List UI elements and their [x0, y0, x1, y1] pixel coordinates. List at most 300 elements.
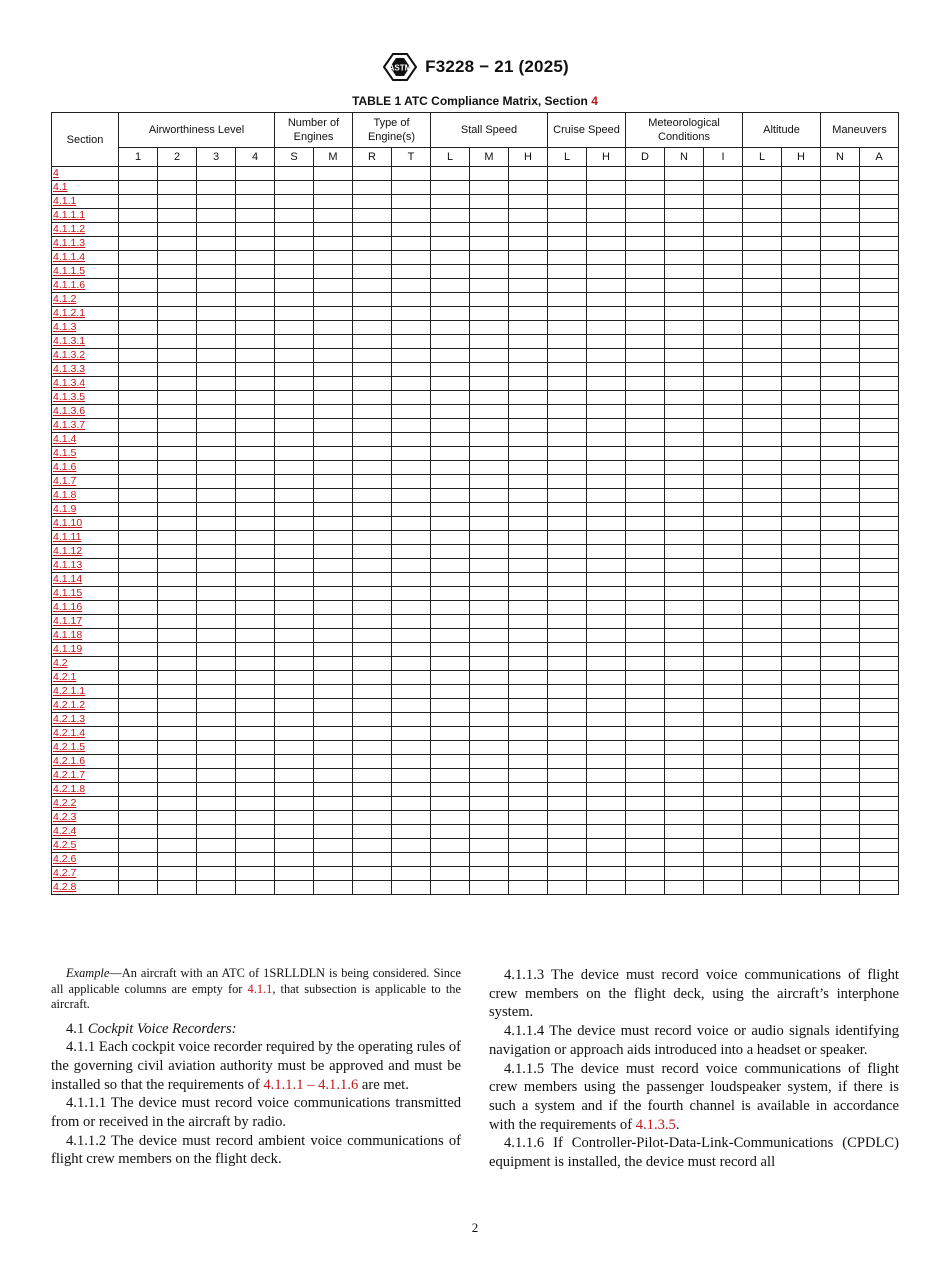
matrix-cell [626, 643, 665, 657]
matrix-cell [353, 321, 392, 335]
section-link[interactable]: 4.1.2.1 [53, 307, 86, 319]
section-link[interactable]: 4.1.19 [53, 643, 83, 655]
section-link[interactable]: 4.1.1.4 [53, 251, 86, 263]
matrix-cell [860, 293, 899, 307]
matrix-cell [314, 797, 353, 811]
matrix-cell [548, 307, 587, 321]
matrix-cell [548, 839, 587, 853]
section-link[interactable]: 4.2.1.2 [53, 699, 86, 711]
matrix-cell [587, 167, 626, 181]
matrix-cell [236, 237, 275, 251]
matrix-cell [743, 615, 782, 629]
matrix-cell [743, 251, 782, 265]
matrix-cell [470, 853, 509, 867]
matrix-cell [236, 797, 275, 811]
matrix-cell [470, 867, 509, 881]
matrix-cell [704, 405, 743, 419]
matrix-cell [509, 391, 548, 405]
matrix-cell [314, 293, 353, 307]
matrix-cell [275, 839, 314, 853]
matrix-cell [860, 797, 899, 811]
matrix-cell [158, 727, 197, 741]
matrix-cell [626, 671, 665, 685]
section-link[interactable]: 4.1.12 [53, 545, 83, 557]
document-designation: F3228 − 21 (2025) [425, 57, 569, 76]
matrix-cell [587, 853, 626, 867]
column-code-header: H [509, 148, 548, 167]
paragraph-4-1-1-end: are met. [358, 1076, 409, 1093]
section-link[interactable]: 4.2.8 [53, 881, 77, 893]
matrix-cell [704, 783, 743, 797]
section-link[interactable]: 4.2.1.8 [53, 783, 86, 795]
matrix-cell [821, 293, 860, 307]
matrix-cell [665, 713, 704, 727]
matrix-cell [431, 181, 470, 195]
matrix-cell [509, 825, 548, 839]
section-cell [52, 727, 119, 741]
matrix-cell [314, 867, 353, 881]
section-cell [52, 377, 119, 391]
matrix-cell [158, 167, 197, 181]
matrix-cell [743, 643, 782, 657]
matrix-cell [626, 573, 665, 587]
matrix-cell [821, 545, 860, 559]
matrix-cell [353, 643, 392, 657]
matrix-cell [587, 545, 626, 559]
matrix-cell [743, 433, 782, 447]
section-link[interactable]: 4.1.4 [53, 433, 77, 445]
matrix-cell [548, 741, 587, 755]
matrix-cell [860, 531, 899, 545]
section-link[interactable]: 4.2.1.4 [53, 727, 86, 739]
matrix-cell [665, 433, 704, 447]
matrix-cell [197, 629, 236, 643]
table-row [52, 251, 899, 265]
matrix-cell [509, 671, 548, 685]
matrix-cell [197, 545, 236, 559]
matrix-cell [704, 251, 743, 265]
matrix-cell [353, 573, 392, 587]
matrix-cell [353, 629, 392, 643]
matrix-cell [158, 867, 197, 881]
matrix-cell [548, 293, 587, 307]
matrix-cell [314, 755, 353, 769]
matrix-cell [119, 335, 158, 349]
matrix-cell [587, 279, 626, 293]
matrix-cell [431, 405, 470, 419]
matrix-cell [704, 853, 743, 867]
matrix-cell [509, 615, 548, 629]
matrix-cell [587, 237, 626, 251]
matrix-cell [860, 321, 899, 335]
section-link[interactable]: 4.1.10 [53, 517, 83, 529]
section-cell [52, 503, 119, 517]
matrix-cell [821, 517, 860, 531]
section-link[interactable]: 4.1.1.2 [53, 223, 86, 235]
matrix-cell [119, 545, 158, 559]
section-cell [52, 433, 119, 447]
matrix-cell [548, 531, 587, 545]
matrix-cell [275, 811, 314, 825]
matrix-cell [860, 265, 899, 279]
section-link[interactable]: 4.1.3.7 [53, 419, 86, 431]
matrix-cell [470, 475, 509, 489]
section-link[interactable]: 4.2.1.6 [53, 755, 86, 767]
matrix-cell [275, 279, 314, 293]
matrix-cell [665, 321, 704, 335]
matrix-cell [236, 433, 275, 447]
matrix-cell [704, 643, 743, 657]
matrix-cell [197, 783, 236, 797]
matrix-cell [197, 741, 236, 755]
matrix-cell [743, 727, 782, 741]
matrix-cell [314, 419, 353, 433]
matrix-cell [782, 293, 821, 307]
section-link[interactable]: 4.2.1.1 [53, 685, 86, 697]
matrix-cell [665, 587, 704, 601]
matrix-cell [314, 251, 353, 265]
matrix-cell [470, 783, 509, 797]
matrix-cell [626, 713, 665, 727]
section-link[interactable]: 4.2.4 [53, 825, 77, 837]
matrix-cell [314, 181, 353, 195]
matrix-cell [236, 699, 275, 713]
matrix-cell [665, 545, 704, 559]
matrix-cell [119, 195, 158, 209]
section-link[interactable]: 4.1.1.3 [53, 237, 86, 249]
section-cell [52, 769, 119, 783]
matrix-cell [431, 167, 470, 181]
matrix-cell [743, 279, 782, 293]
matrix-cell [548, 615, 587, 629]
section-link[interactable]: 4.1.15 [53, 587, 83, 599]
matrix-cell [314, 321, 353, 335]
matrix-cell [197, 573, 236, 587]
matrix-cell [197, 839, 236, 853]
matrix-cell [782, 853, 821, 867]
matrix-cell [236, 769, 275, 783]
matrix-cell [431, 237, 470, 251]
section-cell [52, 391, 119, 405]
example-link[interactable]: 4.1.1 [247, 981, 273, 996]
table-row [52, 811, 899, 825]
matrix-cell [860, 475, 899, 489]
matrix-cell [431, 811, 470, 825]
matrix-cell [860, 615, 899, 629]
matrix-cell [509, 293, 548, 307]
matrix-cell [119, 825, 158, 839]
matrix-cell [821, 559, 860, 573]
table-row [52, 209, 899, 223]
matrix-cell [314, 643, 353, 657]
matrix-cell [821, 265, 860, 279]
matrix-cell [665, 783, 704, 797]
section-cell [52, 867, 119, 881]
matrix-cell [860, 671, 899, 685]
matrix-cell [353, 349, 392, 363]
section-link[interactable]: 4.1.16 [53, 601, 83, 613]
section-cell [52, 825, 119, 839]
matrix-cell [392, 685, 431, 699]
section-link[interactable]: 4.1.7 [53, 475, 77, 487]
matrix-cell [821, 475, 860, 489]
section-link[interactable]: 4.1.3.2 [53, 349, 86, 361]
matrix-cell [314, 657, 353, 671]
section-link[interactable]: 4.2.6 [53, 853, 77, 865]
matrix-cell [470, 881, 509, 895]
matrix-cell [431, 447, 470, 461]
matrix-cell [509, 783, 548, 797]
section-link[interactable]: 4.1.11 [53, 531, 82, 543]
matrix-cell [665, 755, 704, 769]
matrix-cell [119, 363, 158, 377]
section-link[interactable]: 4.1.2 [53, 293, 77, 305]
section-link[interactable]: 4.1.1 [53, 195, 77, 207]
matrix-cell [392, 293, 431, 307]
matrix-cell [470, 671, 509, 685]
matrix-cell [704, 797, 743, 811]
paragraph-4-1-1-5-link[interactable]: 4.1.3.5 [635, 1116, 676, 1133]
matrix-cell [860, 307, 899, 321]
section-link[interactable]: 4.1.1.5 [53, 265, 86, 277]
section-link[interactable]: 4.1.3.3 [53, 363, 86, 375]
matrix-cell [587, 713, 626, 727]
matrix-cell [236, 783, 275, 797]
matrix-cell [782, 377, 821, 391]
matrix-cell [548, 517, 587, 531]
matrix-cell [470, 559, 509, 573]
section-link[interactable]: 4.1.1.1 [53, 209, 86, 221]
column-code-header: 2 [158, 148, 197, 167]
matrix-cell [704, 321, 743, 335]
matrix-cell [158, 769, 197, 783]
matrix-cell [236, 811, 275, 825]
matrix-cell [275, 489, 314, 503]
matrix-cell [392, 853, 431, 867]
matrix-cell [353, 167, 392, 181]
paragraph-4-1-1-link[interactable]: 4.1.1.1 – 4.1.1.6 [263, 1076, 359, 1093]
matrix-cell [548, 811, 587, 825]
matrix-cell [236, 335, 275, 349]
matrix-cell [821, 657, 860, 671]
matrix-cell [392, 307, 431, 321]
table-title-section-link[interactable]: 4 [591, 94, 598, 108]
matrix-cell [821, 839, 860, 853]
matrix-cell [197, 699, 236, 713]
matrix-cell [470, 279, 509, 293]
matrix-cell [860, 363, 899, 377]
section-link[interactable]: 4.1.3.4 [53, 377, 86, 389]
section-link[interactable]: 4.1.3.5 [53, 391, 86, 403]
section-link[interactable]: 4.2.1.5 [53, 741, 86, 753]
matrix-cell [158, 671, 197, 685]
section-link[interactable]: 4.1.9 [53, 503, 77, 515]
matrix-cell [626, 741, 665, 755]
matrix-cell [431, 377, 470, 391]
matrix-cell [431, 853, 470, 867]
matrix-cell [665, 209, 704, 223]
matrix-cell [392, 349, 431, 363]
column-code-header: L [548, 148, 587, 167]
matrix-cell [821, 447, 860, 461]
section-link[interactable]: 4 [53, 167, 59, 179]
matrix-cell [509, 573, 548, 587]
matrix-cell [548, 825, 587, 839]
matrix-cell [314, 475, 353, 489]
matrix-cell [197, 405, 236, 419]
matrix-cell [782, 475, 821, 489]
matrix-cell [509, 755, 548, 769]
matrix-cell [860, 559, 899, 573]
section-link[interactable]: 4.2.5 [53, 839, 77, 851]
matrix-cell [626, 601, 665, 615]
matrix-cell [860, 685, 899, 699]
matrix-cell [509, 321, 548, 335]
section-link[interactable]: 4.2.2 [53, 797, 77, 809]
matrix-cell [587, 419, 626, 433]
section-cell [52, 321, 119, 335]
section-link[interactable]: 4.1.17 [53, 615, 83, 627]
matrix-cell [236, 405, 275, 419]
matrix-cell [704, 237, 743, 251]
matrix-cell [548, 755, 587, 769]
section-link[interactable]: 4.2.1.3 [53, 713, 86, 725]
matrix-cell [548, 405, 587, 419]
matrix-cell [119, 377, 158, 391]
matrix-cell [782, 461, 821, 475]
section-link[interactable]: 4.1.3.6 [53, 405, 86, 417]
left-column [51, 966, 461, 1172]
section-link[interactable]: 4.1.14 [53, 573, 83, 585]
matrix-cell [275, 517, 314, 531]
section-link[interactable]: 4.2.3 [53, 811, 77, 823]
matrix-cell [587, 321, 626, 335]
matrix-cell [665, 307, 704, 321]
matrix-cell [431, 713, 470, 727]
matrix-cell [236, 727, 275, 741]
matrix-cell [509, 489, 548, 503]
matrix-cell [431, 783, 470, 797]
matrix-cell [665, 195, 704, 209]
section-link[interactable]: 4.1 [53, 181, 68, 193]
section-link[interactable]: 4.1.8 [53, 489, 77, 501]
matrix-cell [275, 167, 314, 181]
matrix-cell [392, 195, 431, 209]
matrix-cell [743, 713, 782, 727]
matrix-cell [743, 391, 782, 405]
matrix-cell [353, 265, 392, 279]
section-4-1-number: 4.1 [66, 1020, 88, 1037]
section-link[interactable]: 4.1.18 [53, 629, 83, 641]
matrix-cell [509, 741, 548, 755]
section-link[interactable]: 4.1.1.6 [53, 279, 86, 291]
example-text: —An aircraft with an ATC of 1SRLLDLN is being considered. Since all applicable columns are empty for [51, 966, 461, 996]
matrix-cell [314, 881, 353, 895]
matrix-cell [158, 503, 197, 517]
matrix-cell [158, 181, 197, 195]
matrix-cell [743, 517, 782, 531]
matrix-cell [743, 769, 782, 783]
matrix-cell [704, 181, 743, 195]
matrix-cell [275, 545, 314, 559]
matrix-cell [821, 881, 860, 895]
matrix-cell [821, 741, 860, 755]
matrix-cell [392, 531, 431, 545]
matrix-cell [314, 405, 353, 419]
section-link[interactable]: 4.2.1.7 [53, 769, 86, 781]
matrix-cell [743, 335, 782, 349]
matrix-cell [704, 475, 743, 489]
matrix-cell [314, 447, 353, 461]
matrix-cell [158, 419, 197, 433]
matrix-cell [314, 377, 353, 391]
matrix-cell [353, 839, 392, 853]
section-link[interactable]: 4.1.6 [53, 461, 77, 473]
matrix-cell [314, 685, 353, 699]
matrix-cell [197, 363, 236, 377]
matrix-cell [860, 223, 899, 237]
matrix-cell [275, 293, 314, 307]
matrix-cell [821, 573, 860, 587]
matrix-cell [704, 265, 743, 279]
section-link[interactable]: 4.1.3 [53, 321, 77, 333]
matrix-cell [704, 349, 743, 363]
matrix-cell [392, 545, 431, 559]
matrix-cell [353, 755, 392, 769]
section-link[interactable]: 4.2.7 [53, 867, 77, 879]
matrix-cell [236, 545, 275, 559]
matrix-cell [626, 825, 665, 839]
matrix-cell [275, 699, 314, 713]
section-link[interactable]: 4.2.1 [53, 671, 77, 683]
matrix-cell [392, 405, 431, 419]
matrix-cell [119, 783, 158, 797]
matrix-cell [860, 629, 899, 643]
matrix-cell [509, 881, 548, 895]
matrix-cell [626, 265, 665, 279]
matrix-cell [548, 391, 587, 405]
matrix-cell [782, 839, 821, 853]
matrix-cell [587, 643, 626, 657]
matrix-cell [314, 741, 353, 755]
section-cell [52, 629, 119, 643]
matrix-cell [704, 517, 743, 531]
matrix-cell [548, 685, 587, 699]
table-row [52, 713, 899, 727]
matrix-cell [587, 363, 626, 377]
section-link[interactable]: 4.1.13 [53, 559, 83, 571]
matrix-cell [509, 643, 548, 657]
matrix-cell [509, 237, 548, 251]
table-row [52, 853, 899, 867]
matrix-cell [431, 265, 470, 279]
section-cell [52, 181, 119, 195]
table-row [52, 475, 899, 489]
matrix-cell [392, 391, 431, 405]
matrix-cell [587, 335, 626, 349]
matrix-cell [704, 713, 743, 727]
section-link[interactable]: 4.1.5 [53, 447, 77, 459]
matrix-cell [821, 615, 860, 629]
matrix-cell [314, 629, 353, 643]
matrix-cell [158, 615, 197, 629]
matrix-cell [158, 447, 197, 461]
section-link[interactable]: 4.1.3.1 [53, 335, 86, 347]
section-link[interactable]: 4.2 [53, 657, 68, 669]
matrix-cell [860, 741, 899, 755]
matrix-cell [821, 489, 860, 503]
matrix-cell [197, 489, 236, 503]
